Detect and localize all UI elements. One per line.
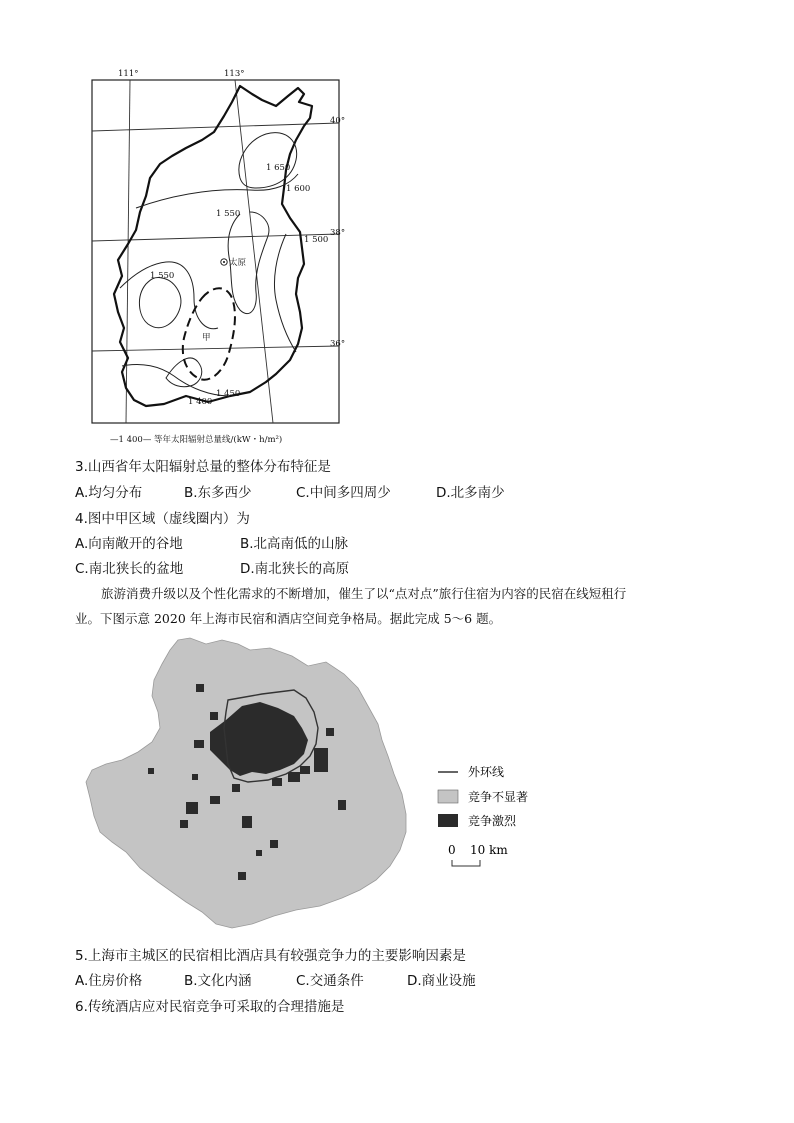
- intense-cell: [148, 768, 154, 774]
- intense-cell: [256, 850, 262, 856]
- q3-option-a[interactable]: A.均匀分布: [75, 485, 143, 501]
- question-5-stem: 5.上海市主城区的民宿相比酒店具有较强竞争力的主要影响因素是: [75, 948, 466, 964]
- q5-option-c[interactable]: C.交通条件: [296, 973, 364, 989]
- legend-outer-ring-label: 外环线: [468, 765, 505, 779]
- lat-label-36: 36°: [330, 339, 346, 349]
- q5-option-b[interactable]: B.文化内涵: [184, 973, 252, 989]
- q4-option-a[interactable]: A.向南敞开的谷地: [75, 536, 183, 552]
- intense-cell: [288, 772, 300, 782]
- passage-line-1: 旅游消费升级以及个性化需求的不断增加，催生了以“点对点”旅行住宿为内容的民宿在线短租行: [101, 586, 627, 601]
- shanxi-radiation-map: [90, 66, 360, 448]
- intense-cell: [186, 802, 198, 814]
- lon-label-113: 113°: [224, 69, 245, 79]
- legend-intense-label: 竞争激烈: [468, 814, 517, 828]
- contour-label-1650: 1 650: [266, 163, 291, 173]
- lat-label-38: 38°: [330, 228, 346, 238]
- q3-option-c[interactable]: C.中间多四周少: [296, 485, 391, 501]
- scale-zero: 0: [448, 843, 456, 857]
- shanghai-land: [86, 638, 406, 928]
- q4-option-c[interactable]: C.南北狭长的盆地: [75, 561, 184, 577]
- legend-not-significant-label: 竞争不显著: [468, 790, 529, 804]
- intense-cell: [210, 712, 218, 720]
- legend-not-significant-swatch: [438, 790, 458, 803]
- map1-legend: —1 400— 等年太阳辐射总量线/(kW・h/m²): [110, 435, 283, 445]
- shanghai-competition-map: [82, 636, 422, 938]
- lon-label-111: 111°: [118, 69, 139, 79]
- city-label-taiyuan: 太原: [229, 258, 247, 268]
- question-6-stem: 6.传统酒店应对民宿竞争可采取的合理措施是: [75, 999, 345, 1015]
- intense-cell: [242, 816, 252, 828]
- city-dot-icon: [223, 261, 225, 263]
- q5-option-a[interactable]: A.住房价格: [75, 973, 143, 989]
- q3-option-d[interactable]: D.北多南少: [436, 485, 505, 501]
- intense-cell: [210, 796, 220, 804]
- contour-label-1500: 1 500: [304, 235, 329, 245]
- intense-cell: [180, 820, 188, 828]
- q4-option-d[interactable]: D.南北狭长的高原: [240, 561, 350, 577]
- intense-cell: [300, 766, 310, 774]
- region-label-jia: 甲: [202, 333, 211, 343]
- contour-1500: [274, 234, 296, 352]
- lat-label-40: 40°: [330, 116, 346, 126]
- contour-1400: [122, 364, 230, 396]
- intense-cell: [272, 778, 282, 786]
- intense-cell: [270, 840, 278, 848]
- contour-1550-west: [139, 277, 180, 327]
- q5-option-d[interactable]: D.商业设施: [407, 973, 476, 989]
- intense-cell: [196, 684, 204, 692]
- legend-intense-swatch: [438, 814, 458, 827]
- intense-cell: [194, 740, 204, 748]
- q3-option-b[interactable]: B.东多西少: [184, 485, 252, 501]
- question-3-stem: 3.山西省年太阳辐射总量的整体分布特征是: [75, 459, 331, 475]
- q4-option-b[interactable]: B.北高南低的山脉: [240, 536, 349, 552]
- parallel-36: [92, 346, 339, 351]
- map2-legend: [436, 762, 566, 870]
- meridian-111: [126, 80, 130, 423]
- contour-label-1400: 1 400: [188, 397, 213, 407]
- intense-cell: [338, 800, 346, 810]
- question-4-stem: 4.图中甲区域（虚线圈内）为: [75, 511, 250, 527]
- intense-cell: [326, 728, 334, 736]
- scale-bar: [452, 860, 480, 866]
- contour-label-1550-center: 1 550: [216, 209, 241, 219]
- scale-ten-km: 10 km: [470, 843, 508, 857]
- contour-label-1450: 1 450: [216, 389, 241, 399]
- contour-1600: [136, 174, 298, 208]
- contour-label-1600: 1 600: [286, 184, 311, 194]
- meridian-113: [235, 80, 273, 423]
- passage-line-2: 业。下图示意 2020 年上海市民宿和酒店空间竞争格局。据此完成 5～6 题。: [75, 611, 502, 626]
- contour-label-1550-west: 1 550: [150, 271, 175, 281]
- intense-cell: [238, 872, 246, 880]
- intense-cell: [232, 784, 240, 792]
- intense-cell: [192, 774, 198, 780]
- intense-cell: [314, 748, 328, 772]
